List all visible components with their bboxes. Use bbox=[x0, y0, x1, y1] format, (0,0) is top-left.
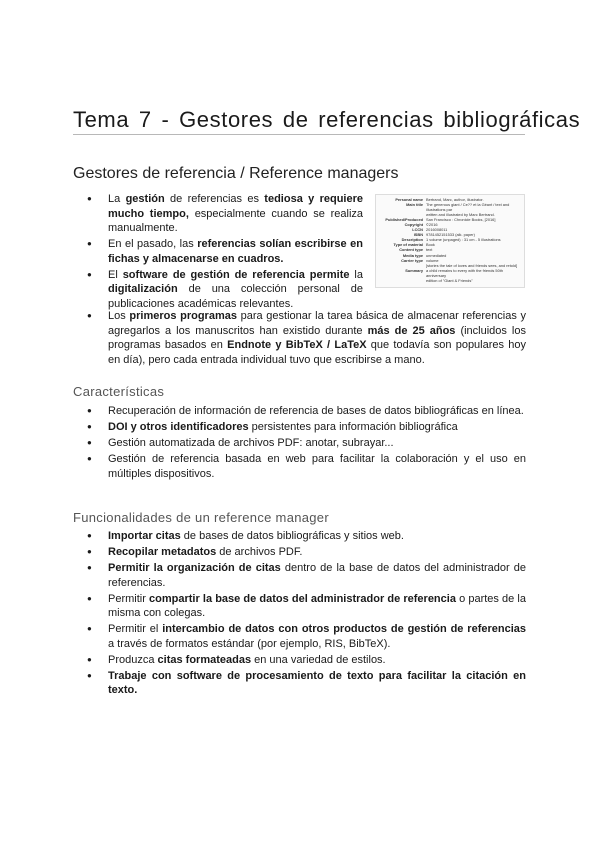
meta-row: Media type unmediated bbox=[402, 252, 447, 258]
meta-row: Personal name Bertrand, Marc, author, illustrator. bbox=[395, 197, 484, 202]
meta-row: Main title The generous giant / Ce?? et la Géant / text and illustrations par bbox=[406, 202, 510, 213]
meta-row: [stories the tale of loves and friends sees, and retold] bbox=[426, 262, 518, 268]
meta-row: Copyright ©2016 bbox=[404, 222, 438, 228]
meta-row: LCCN 2016008011 bbox=[412, 227, 448, 233]
section1-list-bottom bbox=[73, 309, 526, 369]
meta-row: edition of "Giant & Friends" bbox=[426, 277, 473, 283]
section3-list bbox=[73, 529, 526, 699]
section2-list bbox=[73, 404, 526, 483]
title-divider bbox=[73, 134, 525, 135]
section-heading-caracteristicas: Características bbox=[73, 384, 165, 399]
meta-row: written and illustrated by Marc Bertrand. bbox=[426, 212, 495, 218]
list-item: ● Permitir el intercambio de datos con otros productos de gestión de referencias a través de formatos estándar (por ejemplo, RIS, BibTeX). bbox=[73, 622, 526, 651]
list-item: ● El software de gestión de referencia permite la digitalización de una colección personal de publicaciones académicas relevantes. bbox=[73, 268, 363, 312]
list-item: ● Permitir la organización de citas dentro de la base de datos del administrador de referencias. bbox=[73, 561, 526, 590]
list-item: ● Trabaje con software de procesamiento de texto para facilitar la citación en texto. bbox=[73, 669, 526, 698]
list-item: ● Gestión automatizada de archivos PDF: anotar, subrayar... bbox=[73, 436, 526, 451]
list-item: ● Gestión de referencia basada en web para facilitar la colaboración y el uso en múltiples dispositivos. bbox=[73, 452, 526, 481]
page-title: Tema 7 - Gestores de referencias bibliográficas bbox=[73, 106, 581, 132]
list-item: ● Produzca citas formateadas en una variedad de estilos. bbox=[73, 653, 526, 668]
list-item: ● En el pasado, las referencias solían escribirse en fichas y almacenarse en cuadros. bbox=[73, 237, 363, 266]
meta-row: Content type text bbox=[399, 247, 433, 253]
meta-row: Type of material Book bbox=[393, 242, 435, 248]
list-item: ● Recuperación de información de referencia de bases de datos bibliográficas en línea. bbox=[73, 404, 526, 419]
section-heading-reference-managers: Gestores de referencia / Reference managers bbox=[73, 165, 399, 182]
list-item: ● Permitir compartir la base de datos del administrador de referencia o partes de la misma con colegas. bbox=[73, 592, 526, 621]
catalog-record-image bbox=[375, 194, 525, 288]
meta-row: Description 1 volume (unpaged) : 31 cm - 5 illustrations bbox=[401, 237, 501, 243]
section1-list-top bbox=[73, 192, 363, 313]
list-item: ● DOI y otros identificadores persistentes para información bibliográfica bbox=[73, 420, 526, 435]
list-item: ● Importar citas de bases de datos bibliográficas y sitios web. bbox=[73, 529, 526, 544]
meta-row: Carrier type volume bbox=[401, 257, 439, 263]
list-item: ● La gestión de referencias es tediosa y requiere mucho tiempo, especialmente cuando se realiza manualmente. bbox=[73, 192, 363, 236]
list-item: ● Los primeros programas para gestionar la tarea básica de almacenar referencias y agregarlos a los manuscritos han existido durante más de 25 años (incluidos los programas basados en Endnote y BibTeX / LaTeX que todavía son populares hoy en día), pero cada entrada individual tuvo que escribirse a mano. bbox=[73, 309, 526, 367]
meta-row: ISBN 9781452151533 (alk. paper) bbox=[413, 232, 475, 238]
section-heading-funcionalidades: Funcionalidades de un reference manager bbox=[73, 510, 329, 525]
meta-row: Published/Produced San Francisco : Chronicle Books, [2016] bbox=[385, 217, 496, 223]
list-item: ● Recopilar metadatos de archivos PDF. bbox=[73, 545, 526, 560]
meta-row: Summary a child remains to every with the friends 50th anniversary bbox=[405, 267, 503, 278]
